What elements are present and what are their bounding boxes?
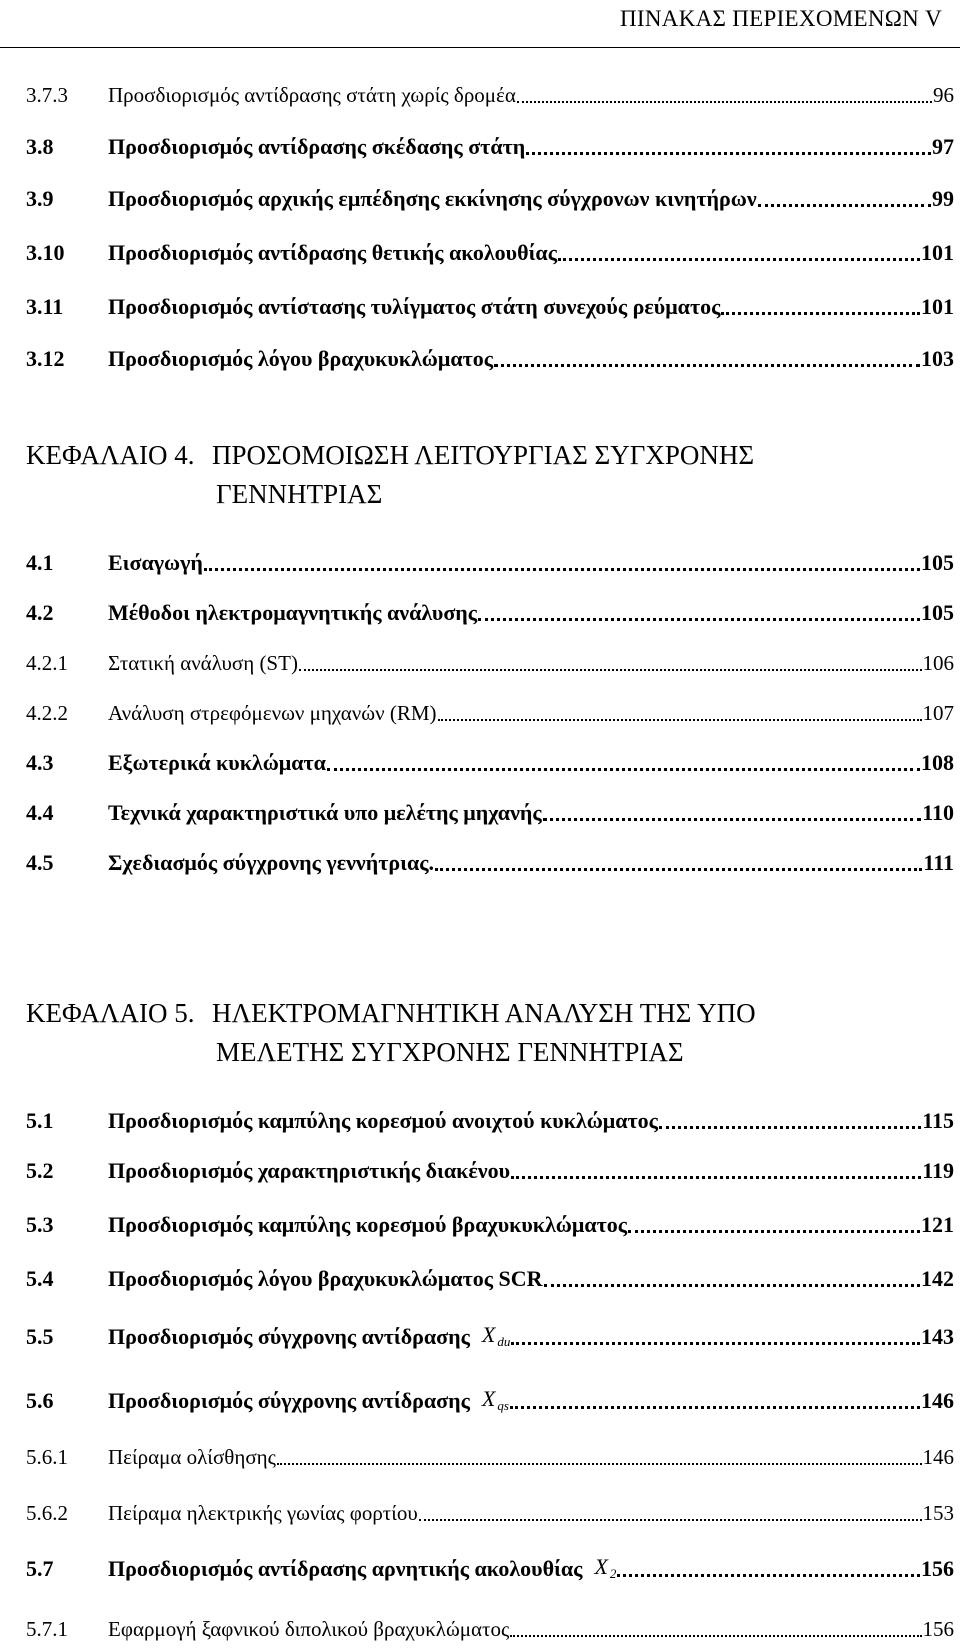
entry-title: Προσδιορισμός καμπύλης κορεσμού βραχυκυκλώματος (108, 1212, 628, 1237)
entry-number: 4.2 (26, 600, 54, 625)
toc-entry[interactable] (26, 1202, 954, 1236)
toc-entry[interactable] (26, 790, 954, 824)
entry-page: 103 (921, 346, 954, 371)
chapter-title-line2: ΜΕΛΕΤΗΣ ΣΥΓΧΡΟΝΗΣ ΓΕΝΝΗΤΡΙΑΣ (216, 1037, 684, 1068)
entry-number: 5.7 (26, 1556, 54, 1581)
entry-number: 5.6 (26, 1388, 54, 1413)
entry-title: Σχεδιασμός σύγχρονης γεννήτριας. (108, 850, 435, 875)
dot-leader (517, 101, 932, 103)
entry-number: 3.12 (26, 346, 65, 371)
math-subscript: 2 (609, 1566, 617, 1581)
entry-page: 156 (921, 1556, 954, 1581)
entry-number: 5.1 (26, 1108, 54, 1133)
dot-leader (511, 1342, 920, 1345)
dot-leader (526, 152, 931, 155)
dot-leader (510, 1406, 920, 1409)
entry-number: 5.5 (26, 1324, 54, 1349)
entry-title: Προσδιορισμός αντίδρασης θετικής ακολουθίας (108, 240, 557, 265)
dot-leader (419, 1519, 922, 1521)
entry-page: 105 (921, 550, 954, 575)
entry-page: 101 (921, 294, 954, 319)
math-symbol: X $_{du}$ (481, 1322, 511, 1349)
entry-page: 106 (922, 651, 954, 675)
entry-page: 146 (922, 1445, 954, 1469)
chapter-title-line1: ΠΡΟΣΟΜΟΙΩΣΗ ΛΕΙΤΟΥΡΓΙΑΣ ΣΥΓΧΡΟΝΗΣ (212, 440, 755, 470)
entry-title: Προσδιορισμός σύγχρονης αντίδρασης (108, 1388, 470, 1413)
math-symbol: X $_2$ (594, 1554, 617, 1581)
entry-title: Προσδιορισμός καμπύλης κορεσμού ανοιχτού κυκλώματος (108, 1108, 658, 1133)
math-subscript: du (497, 1334, 511, 1349)
dot-leader (204, 568, 920, 571)
entry-title: Εξωτερικά κυκλώματα (108, 750, 326, 775)
entry-number: 5.2 (26, 1158, 54, 1183)
entry-page: 107 (922, 701, 954, 725)
dot-leader (438, 719, 922, 721)
entry-page: 101 (921, 240, 954, 265)
entry-title: Προσδιορισμός σύγχρονης αντίδρασης (108, 1324, 470, 1349)
entry-title: Προσδιορισμός αντίστασης τυλίγματος στάτη συνεχούς ρεύματος (108, 294, 721, 319)
entry-number: 4.3 (26, 750, 54, 775)
entry-title: Πείραμα ηλεκτρικής γωνίας φορτίου (108, 1501, 418, 1525)
entry-number: 3.7.3 (26, 83, 68, 107)
entry-number: 3.10 (26, 240, 65, 265)
toc-entry[interactable] (26, 176, 954, 210)
toc-entry[interactable] (26, 1378, 954, 1412)
entry-page: 111 (923, 850, 954, 875)
entry-number: 4.2.1 (26, 651, 68, 675)
math-symbol: X $_{qs}$ (481, 1386, 509, 1413)
entry-number: 5.7.1 (26, 1617, 68, 1641)
toc-entry[interactable] (26, 230, 954, 264)
dot-leader (659, 1126, 921, 1129)
toc-entry[interactable] (26, 540, 954, 574)
toc-entry[interactable] (26, 72, 954, 106)
toc-entry[interactable] (26, 284, 954, 318)
entry-page: 153 (922, 1501, 954, 1525)
entry-title: Εφαρμογή ξαφνικού διπολικού βραχυκλώματος (108, 1617, 510, 1641)
dot-leader (277, 1463, 922, 1465)
toc-entry[interactable] (26, 640, 954, 674)
toc-entry[interactable] (26, 1148, 954, 1182)
entry-number: 3.9 (26, 186, 54, 211)
entry-page: 96 (933, 83, 954, 107)
entry-number: 5.3 (26, 1212, 54, 1237)
entry-title: Μέθοδοι ηλεκτρομαγνητικής ανάλυσης (108, 600, 478, 625)
entry-title: Προσδιορισμός λόγου βραχυκυκλώματος (108, 346, 494, 371)
entry-title: Προσδιορισμός χαρακτηριστικής διακένου (108, 1158, 511, 1183)
toc-entry[interactable] (26, 1098, 954, 1132)
entry-number: 4.5 (26, 850, 54, 875)
chapter-4-heading[interactable] (26, 436, 754, 514)
dot-leader (543, 818, 922, 821)
toc-entry[interactable] (26, 690, 954, 724)
entry-page: 143 (921, 1324, 954, 1349)
entry-number: 4.1 (26, 550, 54, 575)
entry-title: Προσδιορισμός αντίδρασης σκέδασης στάτη (108, 134, 526, 159)
chapter-title-line2: ΓΕΝΝΗΤΡΙΑΣ (216, 479, 383, 510)
entry-page: 108 (921, 750, 954, 775)
toc-entry[interactable] (26, 1606, 954, 1640)
dot-leader (327, 768, 920, 771)
dot-leader (558, 258, 920, 261)
entry-page: 105 (921, 600, 954, 625)
dot-leader (510, 1635, 921, 1637)
dot-leader (628, 1230, 920, 1233)
entry-page: 119 (922, 1158, 954, 1183)
chapter-label: ΚΕΦΑΛΑΙΟ 5. (26, 998, 195, 1028)
dot-leader (299, 669, 922, 671)
chapter-title-line1: ΗΛΕΚΤΡΟΜΑΓΝΗΤΙΚΗ ΑΝΑΛΥΣΗ ΤΗΣ ΥΠΟ (212, 998, 756, 1028)
entry-page: 142 (921, 1266, 954, 1291)
header-title: ΠΙΝΑΚΑΣ ΠΕΡΙΕΧΟΜΕΝΩΝ V (620, 6, 942, 31)
entry-title: Πείραμα ολίσθησης (108, 1445, 276, 1469)
toc-entry[interactable] (26, 336, 954, 370)
toc-entry[interactable] (26, 1490, 954, 1524)
dot-leader (494, 364, 920, 367)
entry-title: Προσδιορισμός αντίδρασης αρνητικής ακολουθίας (108, 1556, 583, 1581)
entry-title: Στατική ανάλυση (ST) (108, 651, 298, 675)
toc-entry[interactable] (26, 1546, 954, 1580)
entry-page: 146 (921, 1388, 954, 1413)
toc-entry[interactable] (26, 1314, 954, 1348)
entry-page: 97 (932, 134, 954, 159)
entry-number: 5.6.1 (26, 1445, 68, 1469)
entry-title: Εισαγωγή (108, 550, 203, 575)
toc-entry[interactable] (26, 840, 954, 874)
entry-number: 5.6.2 (26, 1501, 68, 1525)
dot-leader (617, 1574, 920, 1577)
dot-leader (758, 204, 931, 207)
dot-leader (435, 868, 922, 871)
chapter-5-heading[interactable] (26, 994, 756, 1072)
entry-number: 4.2.2 (26, 701, 68, 725)
entry-number: 3.8 (26, 134, 54, 159)
entry-page: 156 (922, 1617, 954, 1641)
entry-title: Τεχνικά χαρακτηριστικά υπο μελέτης μηχανής (108, 800, 542, 825)
entry-title: Προσδιορισμός αντίδρασης στάτη χωρίς δρομέα (108, 83, 516, 107)
entry-number: 5.4 (26, 1266, 54, 1291)
dot-leader (721, 312, 920, 315)
toc-entry[interactable] (26, 124, 954, 158)
dot-leader (511, 1176, 921, 1179)
entry-title: Προσδιορισμός αρχικής εμπέδησης εκκίνησης σύγχρονων κινητήρων (108, 186, 757, 211)
entry-number: 3.11 (26, 294, 64, 319)
toc-entry[interactable] (26, 590, 954, 624)
entry-page: 115 (922, 1108, 954, 1133)
entry-page: 121 (921, 1212, 954, 1237)
toc-entry[interactable] (26, 1256, 954, 1290)
toc-entry[interactable] (26, 1434, 954, 1468)
dot-leader (544, 1284, 920, 1287)
math-subscript: qs (497, 1398, 509, 1413)
entry-title: Ανάλυση στρεφόμενων μηχανών (RM) (108, 701, 437, 725)
entry-title: Προσδιορισμός λόγου βραχυκυκλώματος SCR (108, 1266, 543, 1291)
chapter-label: ΚΕΦΑΛΑΙΟ 4. (26, 440, 195, 470)
dot-leader (478, 618, 920, 621)
entry-page: 110 (922, 800, 954, 825)
entry-page: 99 (932, 186, 954, 211)
entry-number: 4.4 (26, 800, 54, 825)
toc-entry[interactable] (26, 740, 954, 774)
